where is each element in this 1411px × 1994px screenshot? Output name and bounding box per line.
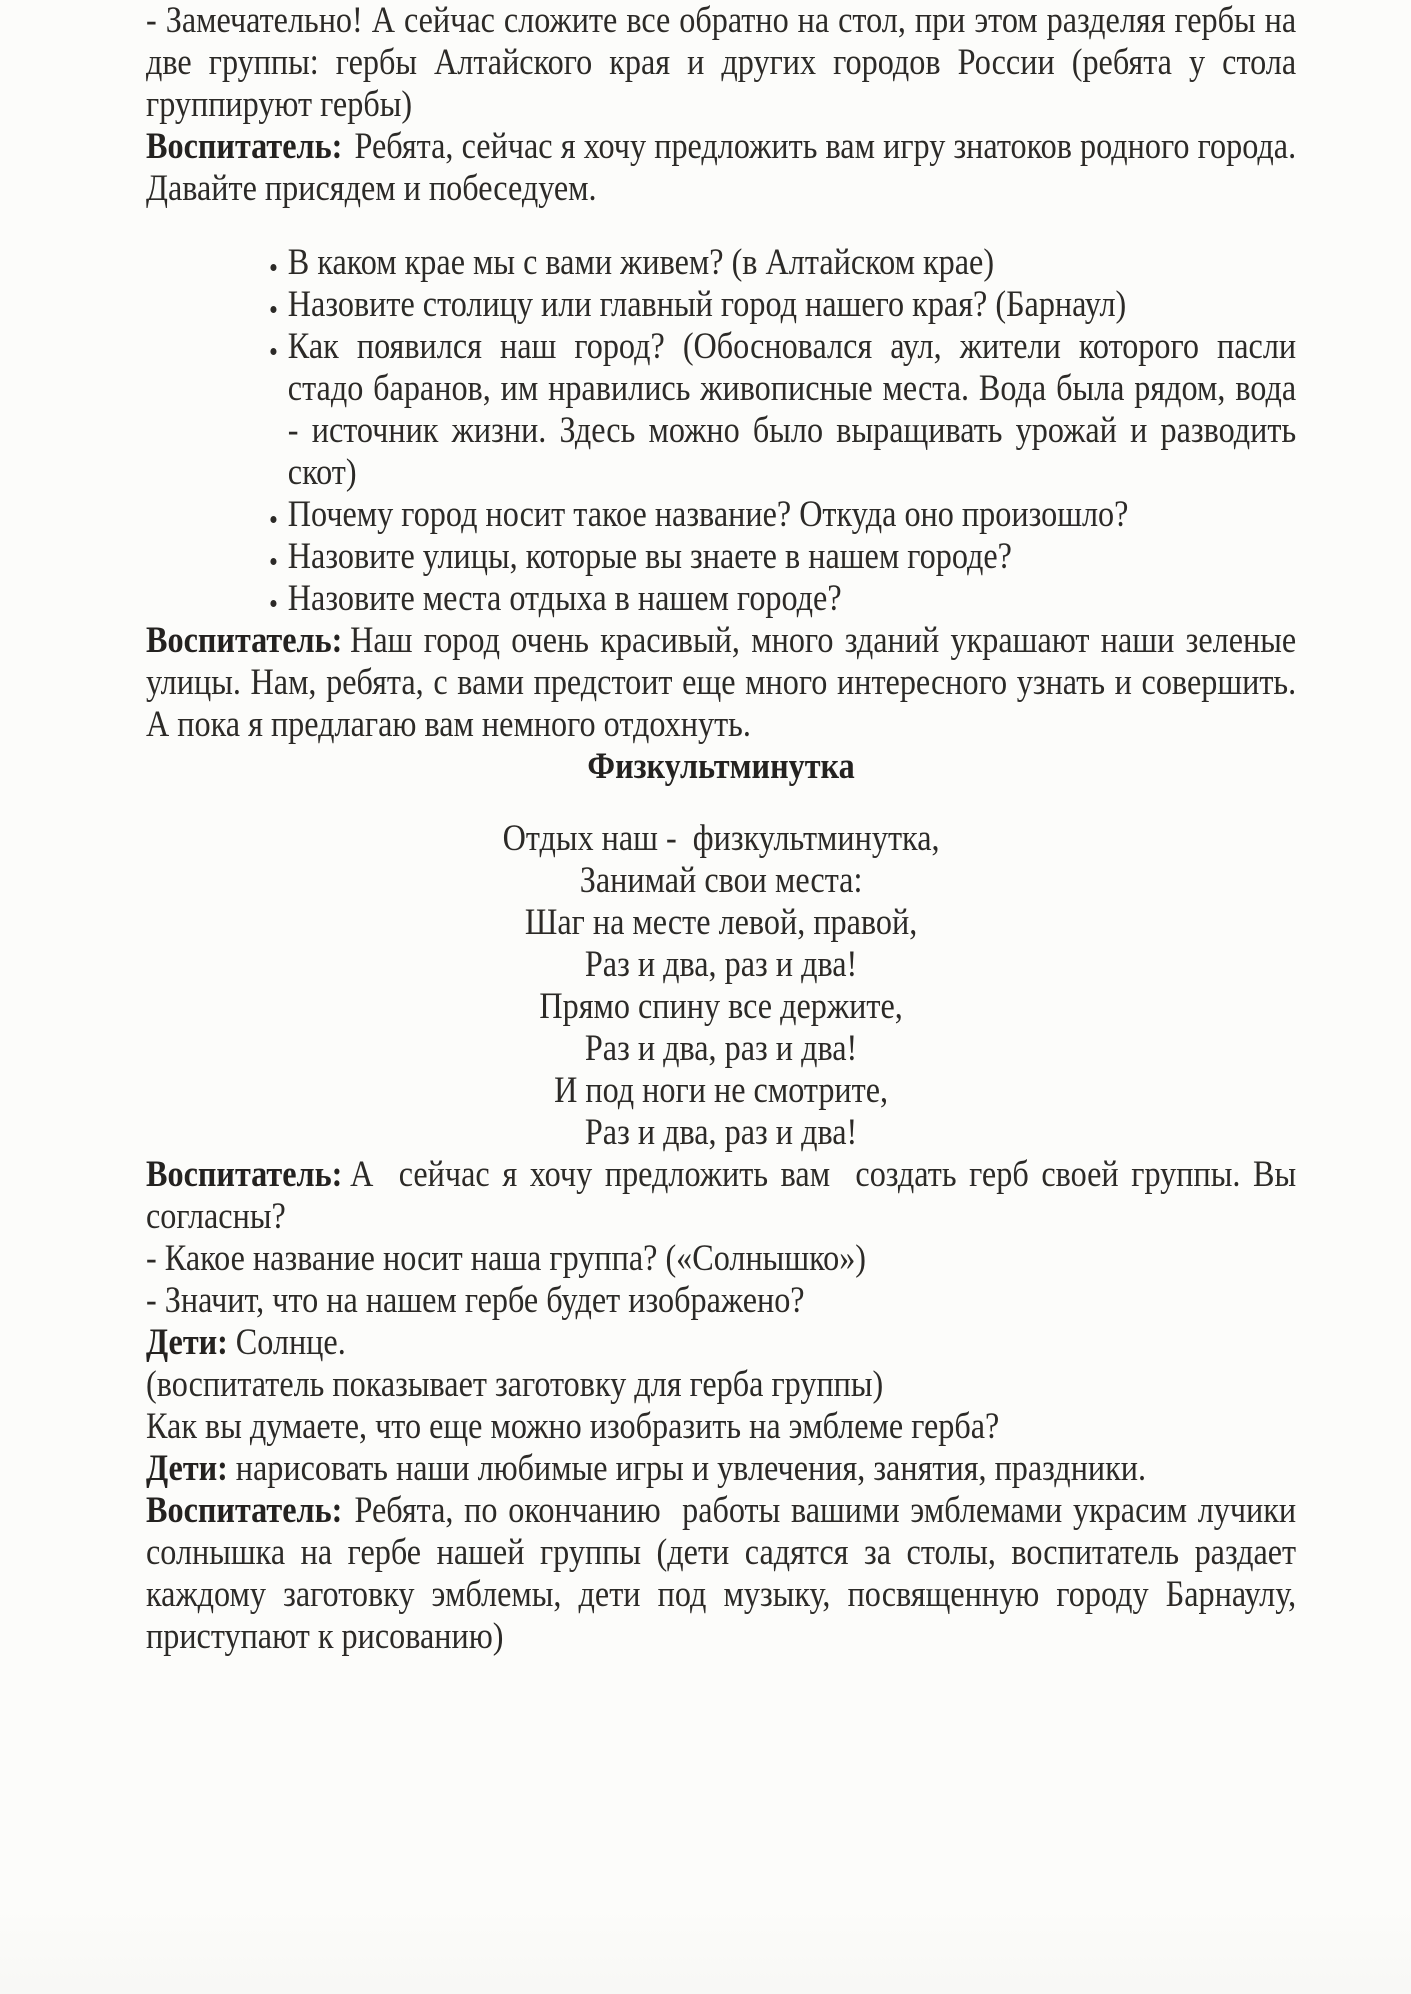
question-item-3: • Как появился наш город? (Обосновался аул, жители которого пасли стадо баранов, им нравились живописные места. Вода была рядом, вода - источник жизни. Здесь можно было выращивать урожай и разводить скот) [288,326,1296,494]
teacher-paragraph-2 [146,620,1296,746]
poem-line-5: Прямо спину все держите, [539,986,903,1027]
questions-list [146,242,1296,620]
dialogue-question-emblem: - Значит, что на нашем гербе будет изображено? [146,1280,805,1321]
question-item-1: • В каком крае мы с вами живем? (в Алтайском крае) [288,242,1296,284]
poem-line-2: Занимай свои места: [579,860,863,901]
question-item-5: • Назовите улицы, которые вы знаете в нашем городе? [288,536,1296,578]
teacher-speaker-label: Воспитатель: [146,126,343,167]
teacher-speaker-label: Воспитатель: [146,1154,343,1195]
poem-line-7: И под ноги не смотрите, [554,1070,889,1111]
teacher-paragraph-4-text: Ребята, по окончанию работы вашими эмблемами украсим лучики солнышка на гербе нашей группы (дети садятся за столы, воспитатель раздает каждому заготовку эмблемы, дети под музыку, посвященную городу Барнаулу, приступают к рисованию) [146,1490,1297,1657]
dialogue-question-more: Как вы думаете, что еще можно изобразить на эмблеме герба? [146,1406,1000,1447]
poem-line-3: Шаг на месте левой, правой, [524,902,918,943]
poem-block [146,818,1296,1154]
question-item-2: • Назовите столицу или главный город нашего края? (Барнаул) [288,284,1296,326]
children-line-2-text: нарисовать наши любимые игры и увлечения, занятия, праздники. [235,1448,1147,1489]
dialogue-question-group-name: - Какое название носит наша группа? («Солнышко») [146,1238,867,1279]
poem-line-4: Раз и два, раз и два! [584,944,858,985]
teacher-paragraph-4 [146,1490,1296,1658]
teacher-paragraph-1-text: Ребята, сейчас я хочу предложить вам игру знатоков родного города. Давайте присядем и побеседуем. [146,126,1297,209]
children-line-2 [146,1448,1296,1490]
children-speaker-label: Дети: [146,1448,228,1489]
children-line-1 [146,1322,1296,1364]
question-item-6: • Назовите места отдыха в нашем городе? [288,578,1296,620]
intro-paragraph: - Замечательно! А сейчас сложите все обратно на стол, при этом разделяя гербы на две группы: гербы Алтайского края и других городов России (ребята у стола группируют гербы) [146,0,1297,125]
children-speaker-label: Дети: [146,1322,228,1363]
teacher-speaker-label: Воспитатель: [146,1490,343,1531]
poem-line-8: Раз и два, раз и два! [584,1112,858,1153]
scan-noise-artifact [0,1904,1411,1994]
children-line-1-text: Солнце. [235,1322,346,1363]
teacher-paragraph-2-text: Наш город очень красивый, много зданий украшают наши зеленые улицы. Нам, ребята, с вами предстоит еще много интересного узнать и совершить. А пока я предлагаю вам немного отдохнуть. [146,620,1297,745]
teacher-paragraph-3-text: А сейчас я хочу предложить вам создать герб своей группы. Вы согласны? [146,1154,1297,1237]
teacher-speaker-label: Воспитатель: [146,620,343,661]
document-text-column [146,0,1296,1658]
teacher-paragraph-1 [146,126,1296,210]
poem-line-1: Отдых наш - физкультминутка, [502,818,940,859]
stage-remark: (воспитатель показывает заготовку для герба группы) [146,1364,884,1405]
section-title: Физкультминутка [587,746,855,787]
question-item-4: • Почему город носит такое название? Откуда оно произошло? [288,494,1296,536]
teacher-paragraph-3 [146,1154,1296,1238]
poem-line-6: Раз и два, раз и два! [584,1028,858,1069]
